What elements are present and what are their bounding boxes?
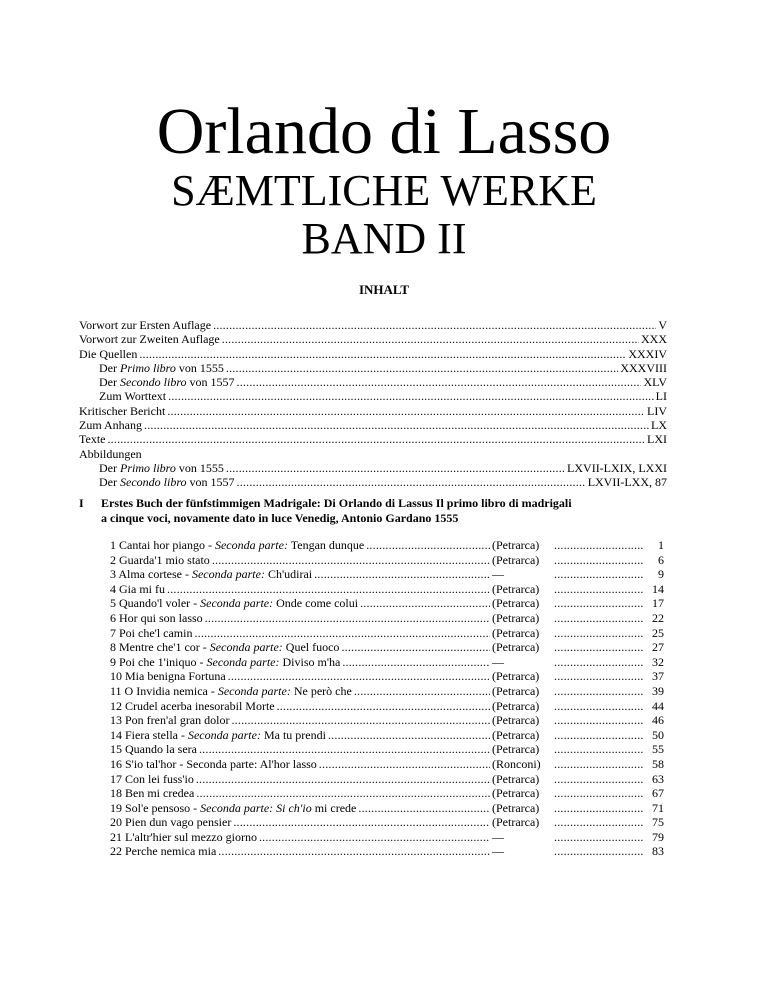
toc-entry — [79, 375, 667, 389]
dot-leader — [199, 742, 490, 757]
madrigal-title-text: 12 Crudel acerba inesorabil Morte — [110, 698, 275, 713]
dot-leader — [144, 418, 649, 432]
toc-page-number: LX — [651, 418, 667, 433]
toc-title-text: Der — [99, 360, 120, 375]
toc-page-number: XXXIV — [628, 346, 667, 361]
text-source: (Petrarca) — [492, 815, 540, 830]
madrigal-title-text: 9 Poi che 1'iniquo - — [110, 654, 207, 669]
madrigal-list — [110, 538, 668, 859]
text-source: (Petrarca) — [492, 698, 540, 713]
madrigal-title-text: 6 Hor qui son lasso — [110, 610, 203, 625]
madrigal-title-text: 15 Quando la sera — [110, 742, 197, 757]
dot-leader — [554, 772, 644, 787]
madrigal-title — [110, 596, 358, 611]
toc-entry — [79, 347, 667, 361]
toc-title-text: Zum Worttext — [99, 389, 167, 404]
madrigal-title — [110, 801, 356, 816]
toc-title-text: von 1557 — [186, 475, 235, 490]
text-source: (Petrarca) — [492, 713, 540, 728]
dot-leader — [554, 567, 644, 582]
madrigal-title-text: 7 Poi che'l camin — [110, 625, 193, 640]
madrigal-page-number: 63 — [652, 771, 664, 786]
dot-leader — [314, 567, 490, 582]
madrigal-title — [110, 844, 216, 859]
toc-title-text: Zum Anhang — [79, 418, 142, 433]
madrigal-title — [110, 757, 317, 772]
madrigal-title-column — [110, 801, 492, 816]
madrigal-title-italic: Seconda parte: Si ch'io — [200, 800, 312, 815]
toc-entry — [79, 461, 667, 475]
text-source: (Petrarca) — [492, 552, 540, 567]
toc-entry — [79, 447, 667, 461]
madrigal-page-number: 9 — [658, 567, 664, 582]
dot-leader — [277, 699, 490, 714]
dot-leader — [554, 713, 644, 728]
madrigal-title — [110, 582, 165, 597]
madrigal-title-text: 22 Perche nemica mia — [110, 844, 217, 859]
toc-entry-title — [79, 447, 142, 461]
volume-label: BAND II — [301, 214, 467, 263]
dot-leader — [554, 538, 644, 553]
text-source: (Petrarca) — [492, 610, 540, 625]
madrigal-title-column — [110, 582, 492, 597]
madrigal-title-italic: Seconda parte: — [191, 567, 265, 582]
madrigal-title-italic: Seconda parte: — [214, 538, 288, 552]
madrigal-title-column — [110, 626, 492, 641]
toc-title-italic: Secondo libro — [120, 475, 187, 490]
madrigal-entry — [110, 567, 668, 582]
madrigal-page-number: 17 — [652, 596, 664, 611]
madrigal-title — [110, 684, 352, 699]
madrigal-title-column — [110, 596, 492, 611]
toc-entry-title — [99, 475, 235, 489]
madrigal-page-number: 25 — [652, 625, 664, 640]
madrigal-title-text: Ne però che — [290, 683, 352, 698]
dot-leader — [168, 389, 654, 403]
dot-leader — [554, 626, 644, 641]
madrigal-title-column — [110, 538, 492, 553]
madrigal-title-text: 20 Pien dun vago pensier — [110, 815, 232, 830]
toc-entry — [79, 404, 667, 418]
dot-leader — [233, 815, 490, 830]
toc-entry — [79, 475, 667, 489]
toc-page-number: LI — [655, 389, 667, 404]
madrigal-page-number: 14 — [652, 581, 664, 596]
madrigal-title-column — [110, 757, 492, 772]
madrigal-title-text: 8 Mentre che'1 cor - — [110, 640, 210, 655]
toc-title-text: Kritischer Bericht — [79, 403, 166, 418]
madrigal-title-text: Ma tu prendi — [260, 727, 326, 742]
madrigal-page-number: 6 — [658, 552, 664, 567]
madrigal-title-column — [110, 844, 492, 859]
toc-entry — [79, 332, 667, 346]
toc-entry-title — [99, 461, 224, 475]
madrigal-entry — [110, 699, 668, 714]
dot-leader — [218, 844, 490, 859]
madrigal-entry — [110, 844, 668, 859]
text-source: — — [492, 567, 504, 582]
dot-leader — [228, 669, 490, 684]
madrigal-entry — [110, 801, 668, 816]
madrigal-title-column — [110, 699, 492, 714]
madrigal-title — [110, 669, 226, 684]
text-source: (Petrarca) — [492, 581, 540, 596]
madrigal-title-text: 19 Sol'e pensoso - — [110, 800, 201, 815]
toc-entry-title — [99, 375, 235, 389]
text-source: (Petrarca) — [492, 538, 540, 552]
dot-leader — [554, 742, 644, 757]
dot-leader — [167, 582, 490, 597]
madrigal-title — [110, 786, 194, 801]
madrigal-title-italic: Seconda parte: — [187, 727, 261, 742]
dot-leader — [554, 582, 644, 597]
madrigal-page-number: 71 — [652, 800, 664, 815]
madrigal-title-text: 4 Gia mi fu — [110, 581, 165, 596]
dot-leader — [554, 611, 644, 626]
toc-page-number: LIV — [647, 403, 667, 418]
text-source: (Petrarca) — [492, 596, 540, 611]
madrigal-title-text: 21 L'altr'hier sul mezzo giorno — [110, 829, 257, 844]
madrigal-title — [110, 830, 257, 845]
madrigal-page-number: 44 — [652, 698, 664, 713]
dot-leader — [554, 786, 644, 801]
toc-title-text: Der — [99, 375, 120, 390]
dot-leader — [554, 830, 644, 845]
madrigal-title — [110, 742, 197, 757]
madrigal-title-text: Diviso m'ha — [279, 654, 341, 669]
madrigal-entry — [110, 538, 668, 553]
madrigal-title-italic: Seconda parte: — [206, 654, 280, 669]
madrigal-page-number: 83 — [652, 844, 664, 859]
madrigal-title-text: 1 Cantai hor piango - — [110, 538, 215, 552]
dot-leader — [139, 347, 626, 361]
madrigal-page-number: 1 — [658, 538, 664, 552]
dot-leader — [358, 801, 490, 816]
madrigal-entry — [110, 684, 668, 699]
text-source: — — [492, 654, 504, 669]
madrigal-title — [110, 815, 231, 830]
dot-leader — [212, 553, 490, 568]
text-source: (Petrarca) — [492, 771, 540, 786]
madrigal-title-text: 14 Fiera stella - — [110, 727, 188, 742]
madrigal-title-column — [110, 640, 492, 655]
toc-entry — [79, 389, 667, 403]
dot-leader — [342, 655, 490, 670]
madrigal-title-column — [110, 786, 492, 801]
toc-title-italic: Secondo libro — [120, 375, 187, 390]
text-source: (Petrarca) — [492, 727, 540, 742]
dot-leader — [360, 596, 490, 611]
madrigal-page-number: 58 — [652, 756, 664, 771]
madrigal-title — [110, 567, 312, 582]
dot-leader — [213, 318, 656, 332]
madrigal-title — [110, 553, 210, 568]
dot-leader — [222, 332, 639, 346]
madrigal-title-text: 16 S'io tal'hor - Seconda parte: Al'hor lasso — [110, 756, 317, 771]
madrigal-title — [110, 538, 364, 553]
madrigal-title — [110, 655, 340, 670]
dot-leader — [237, 375, 642, 389]
toc-entry-title — [79, 332, 220, 346]
dot-leader — [226, 461, 565, 475]
toc-page-number: LXVII-LXX, 87 — [587, 475, 667, 490]
madrigal-page-number: 79 — [652, 829, 664, 844]
dot-leader — [554, 553, 644, 568]
toc-title-italic: Primo libro — [120, 360, 176, 375]
dot-leader — [231, 713, 490, 728]
toc-title-text: Vorwort zur Zweiten Auflage — [79, 332, 220, 347]
madrigal-title-column — [110, 830, 492, 845]
toc-title-text: Texte — [79, 432, 106, 447]
madrigal-entry — [110, 669, 668, 684]
dot-leader — [554, 596, 644, 611]
section-number: I — [79, 496, 84, 510]
toc-title-text: Der — [99, 460, 120, 475]
dot-leader — [107, 432, 645, 446]
madrigal-entry — [110, 640, 668, 655]
madrigal-entry — [110, 611, 668, 626]
toc-entry — [79, 418, 667, 432]
madrigal-entry — [110, 626, 668, 641]
dot-leader — [554, 757, 644, 772]
dot-leader — [554, 684, 644, 699]
toc-entry-title — [99, 361, 224, 375]
dot-leader — [366, 538, 490, 553]
dot-leader — [554, 844, 644, 859]
dot-leader — [554, 728, 644, 743]
madrigal-entry — [110, 757, 668, 772]
dot-leader — [554, 699, 644, 714]
madrigal-title-column — [110, 772, 492, 787]
dot-leader — [205, 611, 490, 626]
madrigal-title — [110, 611, 203, 626]
contents-heading: INHALT — [358, 282, 410, 297]
dot-leader — [554, 669, 644, 684]
toc-title-text: Der — [99, 475, 120, 490]
dot-leader — [319, 757, 490, 772]
toc-page-number: LXI — [647, 432, 667, 447]
toc-entry — [79, 432, 667, 446]
madrigal-title-text: 11 O Invidia nemica - — [110, 683, 218, 698]
madrigal-entry — [110, 772, 668, 787]
madrigal-entry — [110, 786, 668, 801]
madrigal-page-number: 67 — [652, 786, 664, 801]
toc-entry-title — [99, 389, 166, 403]
dot-leader — [554, 640, 644, 655]
madrigal-page-number: 46 — [652, 713, 664, 728]
text-source: (Petrarca) — [492, 669, 540, 684]
madrigal-entry — [110, 596, 668, 611]
toc-title-text: von 1555 — [175, 360, 224, 375]
madrigal-title-column — [110, 713, 492, 728]
text-source: (Petrarca) — [492, 742, 540, 757]
madrigal-title — [110, 626, 192, 641]
madrigal-page-number: 22 — [652, 610, 664, 625]
toc-page-number: LXVII-LXIX, LXXI — [567, 460, 667, 475]
dot-leader — [167, 404, 645, 418]
madrigal-title-text: 5 Quando'l voler - — [110, 596, 201, 611]
madrigal-title-italic: Seconda parte: — [217, 683, 291, 698]
dot-leader — [341, 640, 490, 655]
madrigal-title-column — [110, 728, 492, 743]
dot-leader — [328, 728, 490, 743]
madrigal-page-number: 39 — [652, 683, 664, 698]
dot-leader — [554, 815, 644, 830]
text-source: (Ronconi) — [492, 756, 541, 771]
table-of-contents — [79, 318, 667, 490]
text-source: — — [492, 829, 504, 844]
madrigal-entry — [110, 553, 668, 568]
madrigal-title-column — [110, 742, 492, 757]
dot-leader — [196, 786, 490, 801]
toc-entry-title — [79, 404, 165, 418]
madrigal-title-column — [110, 669, 492, 684]
madrigal-title-text: mi crede — [311, 800, 357, 815]
madrigal-title-text: Onde come colui — [273, 596, 359, 611]
dot-leader — [237, 475, 586, 489]
text-source: (Petrarca) — [492, 683, 540, 698]
madrigal-title — [110, 640, 339, 655]
madrigal-title-column — [110, 611, 492, 626]
madrigal-page-number: 55 — [652, 742, 664, 757]
madrigal-title-text: Quel fuoco — [282, 640, 340, 655]
madrigal-title-text: 18 Ben mi credea — [110, 786, 195, 801]
madrigal-title-column — [110, 684, 492, 699]
section-title-line-2: a cinque voci, novamente dato in luce Venedig, Antonio Gardano 1555 — [101, 510, 459, 525]
madrigal-title-column — [110, 655, 492, 670]
dot-leader — [554, 801, 644, 816]
toc-entry — [79, 318, 667, 332]
madrigal-title-text: 10 Mia benigna Fortuna — [110, 669, 226, 684]
dot-leader — [196, 772, 490, 787]
madrigal-title-text: 3 Alma cortese - — [110, 567, 192, 582]
toc-page-number: XXX — [641, 332, 667, 347]
text-source: (Petrarca) — [492, 625, 540, 640]
madrigal-title-text: 13 Pon fren'al gran dolor — [110, 713, 230, 728]
text-source: — — [492, 844, 504, 859]
toc-title-text: Vorwort zur Ersten Auflage — [79, 318, 212, 332]
dot-leader — [259, 830, 490, 845]
madrigal-title-text: 17 Con lei fuss'io — [110, 771, 194, 786]
madrigal-entry — [110, 742, 668, 757]
book-subtitle: SÆMTLICHE WERKE — [171, 166, 597, 215]
madrigal-page-number: 75 — [652, 815, 664, 830]
dot-leader — [194, 626, 490, 641]
madrigal-entry — [110, 830, 668, 845]
toc-title-text: von 1557 — [186, 375, 235, 390]
madrigal-page-number: 27 — [652, 640, 664, 655]
dot-leader — [354, 684, 490, 699]
madrigal-entry — [110, 815, 668, 830]
toc-page-number: XXXVIII — [620, 360, 667, 375]
text-source: (Petrarca) — [492, 786, 540, 801]
madrigal-title-text: Tengan dunque — [287, 538, 365, 552]
madrigal-title — [110, 699, 275, 714]
toc-title-italic: Primo libro — [120, 460, 176, 475]
madrigal-title-column — [110, 815, 492, 830]
madrigal-title — [110, 728, 326, 743]
text-source: (Petrarca) — [492, 640, 540, 655]
toc-entry-title — [79, 418, 142, 432]
toc-title-text: Abbildungen — [79, 446, 142, 461]
dot-leader — [226, 361, 618, 375]
toc-title-text: von 1555 — [175, 460, 224, 475]
section-title-line-1: Erstes Buch der fünfstimmigen Madrigale: Di Orlando di Lassus Il primo libro di madrigali — [101, 496, 572, 510]
madrigal-entry — [110, 582, 668, 597]
toc-page-number: XLV — [643, 375, 667, 390]
toc-title-text: Die Quellen — [79, 346, 138, 361]
madrigal-page-number: 37 — [652, 669, 664, 684]
toc-entry-title — [79, 318, 211, 332]
madrigal-title-column — [110, 567, 492, 582]
toc-entry-title — [79, 347, 137, 361]
text-source: (Petrarca) — [492, 800, 540, 815]
toc-page-number: V — [658, 318, 667, 332]
madrigal-entry — [110, 655, 668, 670]
madrigal-page-number: 50 — [652, 727, 664, 742]
madrigal-title-italic: Seconda parte: — [200, 596, 274, 611]
toc-entry-title — [79, 432, 105, 446]
madrigal-page-number: 32 — [652, 654, 664, 669]
dot-leader — [554, 655, 644, 670]
madrigal-title-column — [110, 553, 492, 568]
book-title: Orlando di Lasso — [156, 95, 612, 168]
toc-entry — [79, 361, 667, 375]
madrigal-entry — [110, 728, 668, 743]
madrigal-title — [110, 713, 229, 728]
madrigal-title-text: 2 Guarda'1 mio stato — [110, 552, 210, 567]
madrigal-title-italic: Seconda parte: — [209, 640, 283, 655]
madrigal-title — [110, 772, 194, 787]
madrigal-title-text: Ch'udirai — [264, 567, 313, 582]
madrigal-entry — [110, 713, 668, 728]
